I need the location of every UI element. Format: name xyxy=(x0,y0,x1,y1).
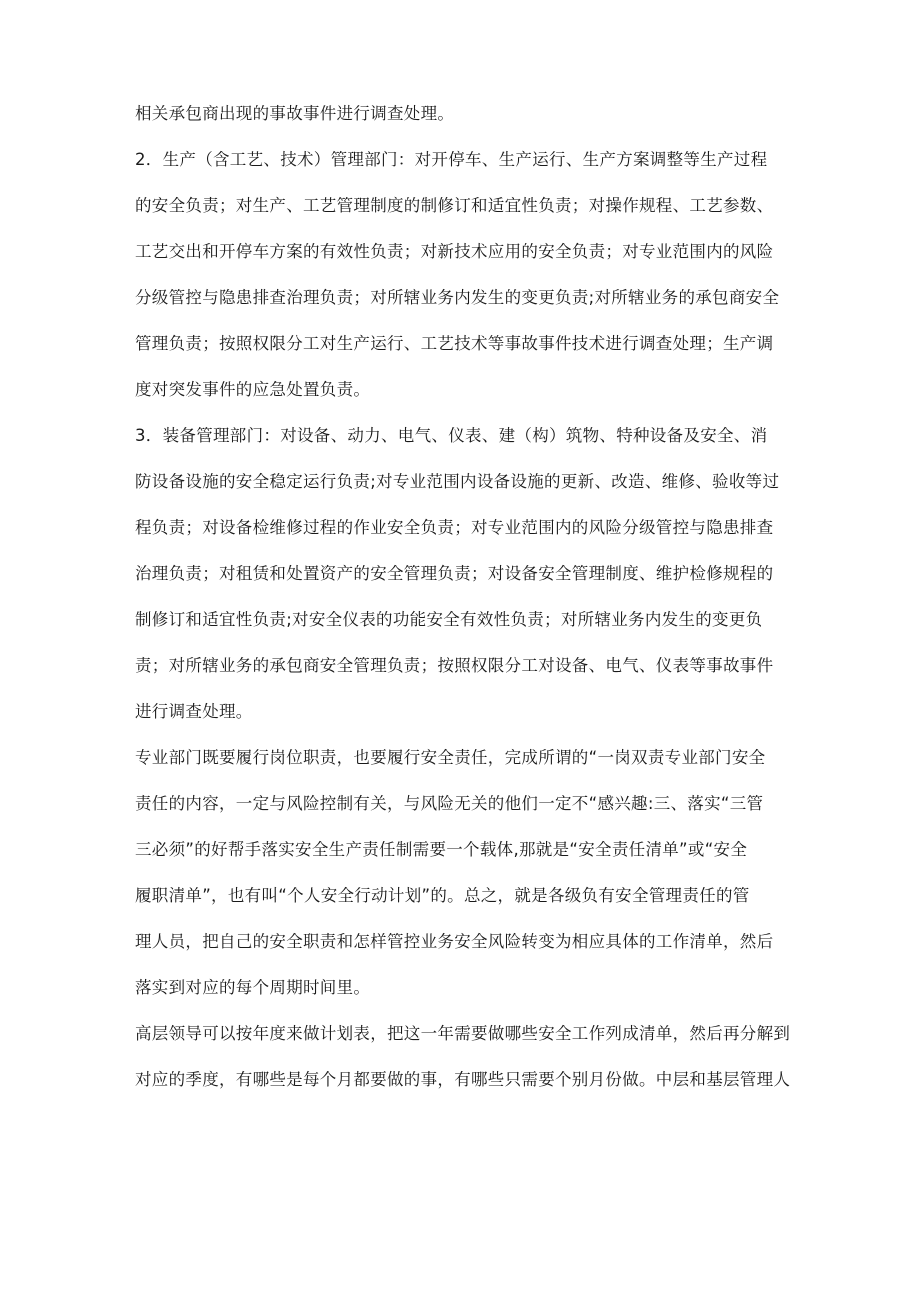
text-line: 防设备设施的安全稳定运行负责;对专业范围内设备设施的更新、改造、维修、验收等过 xyxy=(135,472,780,491)
text-line: 制修订和适宜性负责;对安全仪表的功能安全有效性负责；对所辖业务内发生的变更负 xyxy=(135,610,763,629)
text-line: 理人员，把自己的安全职责和怎样管控业务安全风险转变为相应具体的工作清单，然后 xyxy=(135,932,774,951)
text-line: 落实到对应的每个周期时间里。 xyxy=(135,978,371,997)
text-line: 3．装备管理部门：对设备、动力、电气、仪表、建（构）筑物、特种设备及安全、消 xyxy=(135,426,768,445)
text-line: 三必须”的好帮手落实安全生产责任制需要一个载体,那就是“安全责任清单”或“安全 xyxy=(135,840,748,859)
text-line: 责任的内容，一定与风险控制有关，与风险无关的他们一定不“感兴趣:三、落实“三管 xyxy=(135,794,764,813)
text-line: 责；对所辖业务的承包商安全管理负责；按照权限分工对设备、电气、仪表等事故事件 xyxy=(135,656,774,675)
text-line: 相关承包商出现的事故事件进行调查处理。 xyxy=(135,104,455,123)
text-line: 高层领导可以按年度来做计划表，把这一年需要做哪些安全工作列成清单，然后再分解到 xyxy=(135,1024,791,1043)
text-line: 程负责；对设备检维修过程的作业安全负责；对专业范围内的风险分级管控与隐患排查 xyxy=(135,518,774,537)
text-line: 对应的季度，有哪些是每个月都要做的事，有哪些只需要个别月份做。中层和基层管理人 xyxy=(135,1070,791,1089)
text-line: 工艺交出和开停车方案的有效性负责；对新技术应用的安全负责；对专业范围内的风险 xyxy=(135,242,774,261)
text-line: 进行调查处理。 xyxy=(135,702,253,721)
text-line: 2．生产（含工艺、技术）管理部门：对开停车、生产运行、生产方案调整等生产过程 xyxy=(135,150,768,169)
text-line: 专业部门既要履行岗位职责，也要履行安全责任，完成所谓的“一岗双责专业部门安全 xyxy=(135,748,766,767)
text-line: 分级管控与隐患排查治理负责；对所辖业务内发生的变更负责;对所辖业务的承包商安全 xyxy=(135,288,780,307)
text-line: 治理负责；对租赁和处置资产的安全管理负责；对设备安全管理制度、维护检修规程的 xyxy=(135,564,774,583)
text-line: 度对突发事件的应急处置负责。 xyxy=(135,380,371,399)
text-line: 管理负责；按照权限分工对生产运行、工艺技术等事故事件技术进行调查处理；生产调 xyxy=(135,334,774,353)
text-line: 履职清单”，也有叫“个人安全行动计划”的。总之，就是各级负有安全管理责任的管 xyxy=(135,886,750,905)
text-line: 的安全负责；对生产、工艺管理制度的制修订和适宜性负责；对操作规程、工艺参数、 xyxy=(135,196,774,215)
